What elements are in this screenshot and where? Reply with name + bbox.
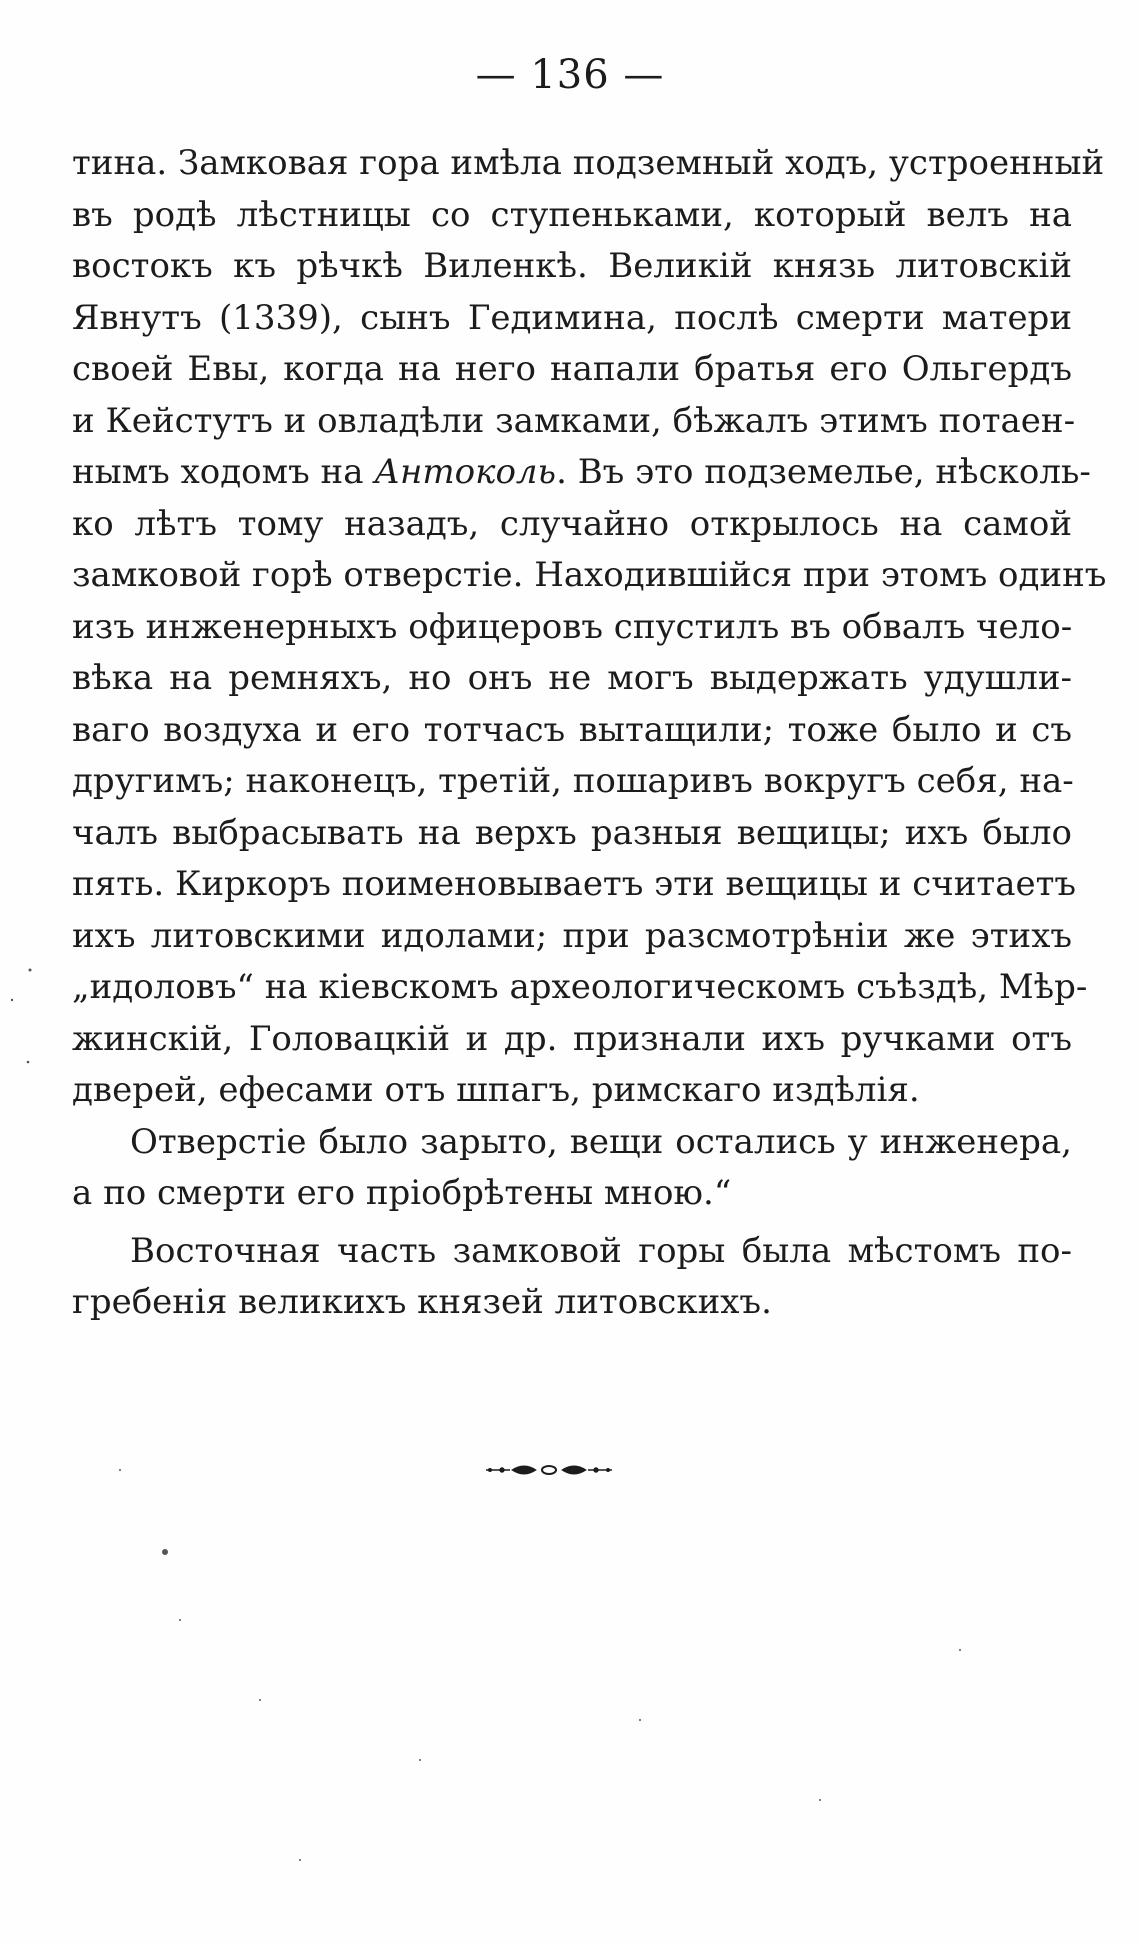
text-line: чалъ выбрасывать на верхъ разныя вещицы; ихъ было bbox=[72, 812, 1072, 853]
text-line: тина. Замковая гора имѣла подземный ходъ, устроенный bbox=[72, 143, 1105, 183]
text-segment: . Въ это подземелье, нѣсколь- bbox=[556, 452, 1091, 492]
text-line: другимъ; наконецъ, третій, пошаривъ вокругъ себя, на- bbox=[72, 761, 1074, 801]
text-line: въ родѣ лѣстницы со ступеньками, который велъ на bbox=[72, 194, 1072, 235]
text-line: а по смерти его пріобрѣтены мною.“ bbox=[72, 1173, 732, 1213]
text-line: востокъ къ рѣчкѣ Виленкѣ. Великій князь литовскій bbox=[72, 246, 1072, 286]
text-line: пять. Киркоръ поименовываетъ эти вещицы и считаетъ bbox=[72, 864, 1077, 904]
text-line: Явнутъ (1339), сынъ Гедимина, послѣ смерти матери bbox=[72, 297, 1072, 338]
body-text bbox=[72, 138, 1107, 1329]
text-line: жинскій, Головацкій и др. признали ихъ ручками отъ bbox=[72, 1018, 1072, 1059]
text-segment: нымъ ходомъ на bbox=[72, 452, 375, 492]
text-line: Восточная часть замковой горы была мѣстомъ по- bbox=[130, 1230, 1072, 1271]
text-line-with-italic bbox=[72, 447, 1091, 499]
text-line: дверей, ефесами отъ шпагъ, римскаго издѣлія. bbox=[72, 1070, 920, 1110]
page-number: — 136 — bbox=[475, 52, 665, 98]
text-line: гребенія великихъ князей литовскихъ. bbox=[72, 1282, 772, 1322]
typographic-divider-ornament-icon bbox=[484, 1460, 614, 1480]
text-line: вѣка на ремняхъ, но онъ не могъ выдержать удушли- bbox=[72, 658, 1072, 698]
text-line: ко лѣтъ тому назадъ, случайно открылось на самой bbox=[72, 503, 1072, 544]
text-line: Отверстіе было зарыто, вещи остались у инженера, bbox=[130, 1121, 1072, 1162]
text-line: ихъ литовскими идолами; при разсмотрѣніи же этихъ bbox=[72, 915, 1072, 956]
text-line: „идоловъ“ на кіевскомъ археологическомъ съѣздѣ, Мѣр- bbox=[72, 967, 1088, 1007]
text-line: своей Евы, когда на него напали братья его Ольгердъ bbox=[72, 349, 1072, 389]
text-line: ваго воздуха и его тотчасъ вытащили; тоже было и съ bbox=[72, 709, 1072, 750]
text-line: изъ инженерныхъ офицеровъ спустилъ въ обвалъ чело- bbox=[72, 606, 1073, 647]
text-line: замковой горѣ отверстіе. Находившійся при этомъ одинъ bbox=[72, 555, 1107, 595]
italic-place-name: Антоколь bbox=[374, 452, 557, 492]
text-line: и Кейстутъ и овладѣли замками, бѣжалъ этимъ потаен- bbox=[72, 400, 1076, 441]
